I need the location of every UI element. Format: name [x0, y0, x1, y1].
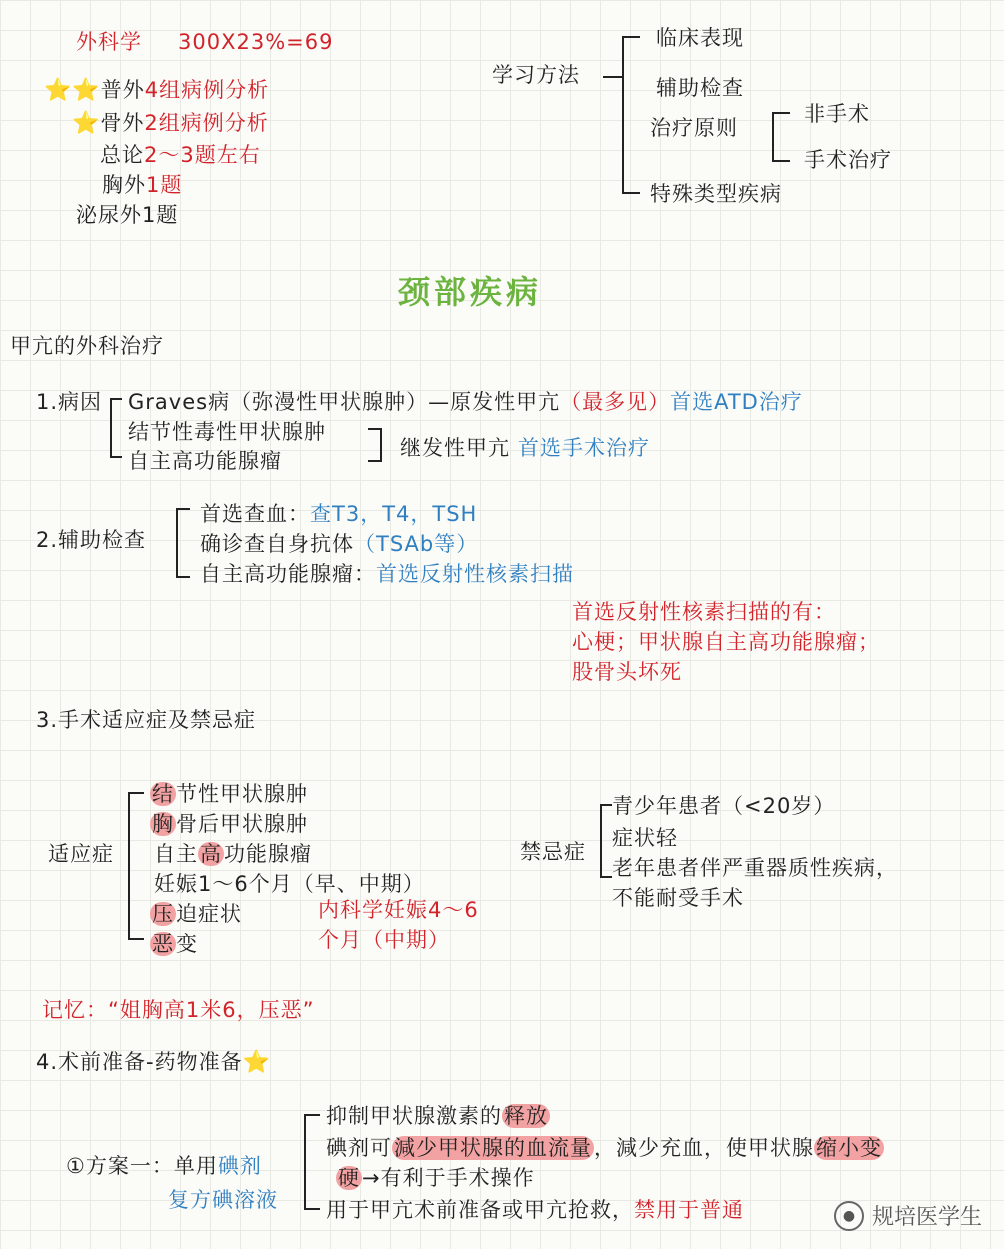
indication-text: 节性甲状腺肿: [176, 782, 308, 806]
indication-item: [150, 900, 242, 928]
secondary-row: [400, 434, 650, 462]
indication-text: 自主: [154, 842, 198, 866]
row-miniaowai: [76, 201, 178, 229]
highlight: 硬: [338, 1166, 360, 1190]
method-item: 临床表现: [656, 26, 744, 50]
row-label: 总论: [100, 143, 144, 167]
contra-label: 禁忌症: [520, 840, 586, 864]
row-label: 骨外: [100, 111, 145, 135]
contra-item: 症状轻: [612, 826, 678, 850]
exam-text: 确诊查自身抗体: [200, 532, 354, 556]
s3-label: 3.手术适应症及禁忌症: [36, 708, 257, 732]
method-title: 学习方法: [492, 63, 580, 87]
scan-note: 股骨头坏死: [572, 660, 682, 684]
plan-line: [326, 1134, 884, 1162]
exam-row: [200, 560, 574, 588]
highlight: 缩小变: [816, 1136, 882, 1160]
formula: 300X23%=69: [178, 30, 334, 54]
bracket-line: [600, 804, 602, 878]
watermark: [834, 1200, 982, 1231]
bracket-line: [368, 460, 380, 462]
mnemonic-highlight: 高: [200, 842, 222, 866]
cause-item: 自主高功能腺瘤: [128, 449, 282, 473]
mnemonic-highlight: 压: [152, 902, 174, 926]
plan-drug: 碘剂: [217, 1154, 262, 1178]
wechat-icon: ●: [834, 1201, 864, 1231]
bracket-line: [110, 456, 122, 458]
bracket-line: [603, 76, 622, 78]
exam-text: 自主高功能腺瘤：: [200, 562, 376, 586]
graves-treatment: 首选ATD治疗: [670, 390, 803, 414]
indication-label: 适应症: [48, 842, 114, 866]
row-putwai: [44, 76, 269, 105]
graves-row: [128, 388, 803, 416]
s1-label: 1.病因: [36, 390, 103, 414]
exam-row: [200, 530, 478, 558]
row-label: 泌尿外: [76, 203, 142, 227]
row-value: 2组病例分析: [144, 111, 269, 135]
section-title: 颈部疾病: [398, 273, 543, 311]
exam-value: （TSAb等）: [354, 532, 479, 556]
secondary-text: 继发性甲亢: [400, 436, 510, 460]
bracket-line: [176, 576, 190, 578]
exam-text: 首选查血：: [200, 502, 310, 526]
star-icon: ⭐: [72, 111, 101, 136]
bracket-line: [128, 938, 144, 940]
indication-item: [150, 780, 308, 808]
bracket-line: [304, 1114, 320, 1116]
plan-line: [336, 1164, 535, 1192]
bracket-line: [622, 192, 640, 194]
plan-row: [66, 1152, 262, 1180]
row-value: 1题: [142, 203, 179, 227]
bracket-line: [772, 160, 790, 162]
row-label: 胸外: [102, 173, 146, 197]
row-xiongwai: [102, 171, 182, 199]
bracket-line: [128, 792, 144, 794]
s2-label: 2.辅助检查: [36, 528, 147, 552]
bracket-line: [622, 36, 624, 194]
indication-text: 1～6个月（早、中期）: [198, 872, 425, 896]
bracket-line: [600, 876, 612, 878]
exam-value: 首选反射性核素扫描: [376, 562, 574, 586]
bracket-line: [110, 398, 122, 400]
memory-tip: 记忆：“姐胸高1米6，压恶”: [42, 998, 315, 1022]
mnemonic-highlight: 胸: [152, 812, 174, 836]
plan-text: ①方案一：单用: [66, 1154, 218, 1178]
graves-text: Graves病（弥漫性甲状腺肿）—原发性甲亢: [128, 390, 561, 414]
cause-item: 结节性毒性甲状腺肿: [128, 420, 326, 444]
scan-note: 心梗；甲状腺自主高功能腺瘤；: [572, 630, 880, 654]
subject-label: 外科学: [76, 30, 142, 54]
indication-text: 妊娠: [154, 872, 198, 896]
indication-item: [154, 870, 425, 898]
indication-text: 变: [176, 932, 198, 956]
subtitle: 甲亢的外科治疗: [10, 334, 164, 358]
bracket-line: [128, 792, 130, 940]
method-item: 特殊类型疾病: [650, 182, 782, 206]
s4-label-text: 4.术前准备-药物准备: [36, 1050, 243, 1074]
graves-note: （最多见）: [560, 390, 671, 414]
row-value: 2～3题左右: [144, 143, 261, 167]
plan-text: 用于甲亢术前准备或甲亢抢救，: [326, 1198, 634, 1222]
bracket-line: [772, 112, 774, 162]
plan-warning: 禁用于普通: [634, 1198, 744, 1222]
bracket-line: [622, 36, 640, 38]
bracket-line: [176, 508, 190, 510]
indication-text: 迫症状: [176, 902, 242, 926]
indication-text: 骨后甲状腺肿: [176, 812, 308, 836]
method-sub: 手术治疗: [804, 148, 892, 172]
plan-text: 抑制甲状腺激素的: [326, 1104, 502, 1128]
row-guwai: [72, 109, 269, 138]
pregnancy-note: 内科学妊娠4～6: [318, 898, 479, 922]
method-item: 辅助检查: [656, 76, 744, 100]
scan-note: 首选反射性核素扫描的有：: [572, 600, 836, 624]
indication-item: [150, 810, 308, 838]
row-value: 1题: [146, 173, 183, 197]
highlight: 释放: [504, 1104, 548, 1128]
secondary-treatment: 首选手术治疗: [518, 436, 650, 460]
bracket-line: [304, 1114, 306, 1210]
s4-label: [36, 1048, 271, 1077]
bracket-line: [304, 1208, 320, 1210]
plan-text: ，減少充血，使甲状腺: [594, 1136, 814, 1160]
contra-item: 青少年患者（<20岁）: [612, 794, 836, 818]
bracket-line: [600, 804, 612, 806]
indication-item: [150, 930, 198, 958]
indication-text: 功能腺瘤: [224, 842, 312, 866]
plan-text: →有利于手术操作: [362, 1166, 535, 1190]
bracket-line: [380, 428, 382, 462]
mnemonic-highlight: 恶: [152, 932, 174, 956]
bracket-line: [110, 398, 112, 458]
bracket-line: [176, 508, 178, 578]
plan-text: 碘剂可: [326, 1136, 392, 1160]
bracket-line: [772, 112, 790, 114]
star-icon: ⭐: [242, 1050, 272, 1075]
star-icon: ⭐⭐: [44, 78, 101, 103]
row-value: 4组病例分析: [144, 78, 270, 102]
plan-drug-2: 复方碘溶液: [168, 1188, 278, 1212]
contra-item: 不能耐受手术: [612, 886, 744, 910]
indication-item: [154, 840, 312, 868]
mnemonic-highlight: 结: [152, 782, 174, 806]
plan-line: [326, 1102, 550, 1130]
method-item: 治疗原则: [650, 116, 738, 140]
method-sub: 非手术: [804, 102, 870, 126]
exam-value: 查T3，T4，TSH: [310, 502, 478, 526]
row-label: 普外: [100, 78, 145, 102]
plan-line: [326, 1196, 744, 1224]
watermark-text: 规培医学生: [871, 1205, 982, 1230]
row-zonglun: [100, 141, 261, 169]
contra-item: 老年患者伴严重器质性疾病，: [612, 856, 898, 880]
bracket-line: [368, 428, 380, 430]
exam-row: [200, 500, 477, 528]
pregnancy-note: 个月（中期）: [318, 928, 450, 952]
highlight: 減少甲状腺的血流量: [394, 1136, 592, 1160]
